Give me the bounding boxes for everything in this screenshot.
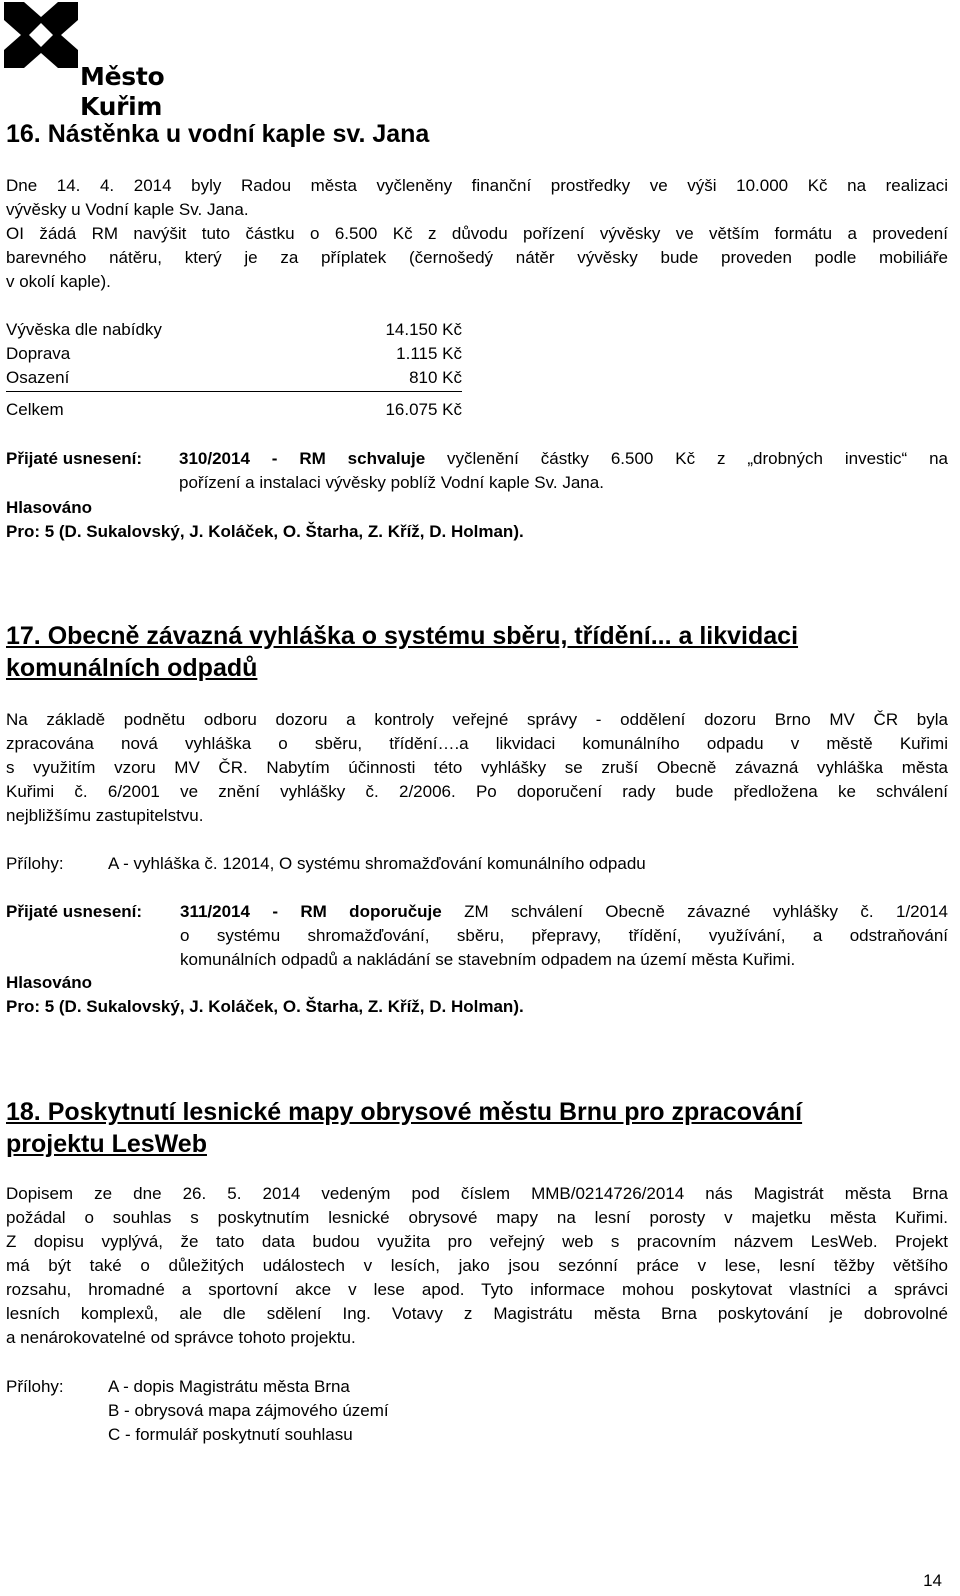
cost-value: 14.150 Kč [385, 320, 462, 339]
attachment-item: B - obrysová mapa zájmového území [108, 1401, 389, 1420]
resolution-key: Přijaté usnesení: [6, 449, 143, 468]
section-16-paragraph [6, 174, 948, 294]
section-18-title: 18. Poskytnutí lesnické mapy obrysové městu Brnu pro zpracování [6, 1098, 803, 1126]
paragraph-line: Na základě podnětu odboru dozoru a kontroly veřejné správy - oddělení dozoru Brno MV ČR byla [6, 710, 948, 729]
paragraph-line: Dne 14. 4. 2014 byly Radou města vyčleněny finanční prostředky ve výši 10.000 Kč na realizaci [6, 176, 948, 195]
votes-result: Pro: 5 (D. Sukalovský, J. Koláček, O. Štarha, Z. Kříž, D. Holman). [6, 997, 524, 1016]
attachment-item: C - formulář poskytnutí souhlasu [108, 1425, 353, 1444]
paragraph-line: lesních komplexů, ale dle sdělení Ing. Votavy z Magistrátu města Brna poskytování je dobrovolné [6, 1304, 948, 1323]
cost-table [6, 318, 462, 418]
section-17-title: 17. Obecně závazná vyhláška o systému sběru, třídění... a likvidaci [6, 622, 799, 650]
paragraph-line: rozsahu, hromadné a sportovní akce v lese apod. Tyto informace mohou poskytovat vlastníci a správci [6, 1280, 948, 1299]
voted-label: Hlasováno [6, 498, 92, 517]
paragraph-line: s využitím vzoru MV ČR. Nabytím účinnosti této vyhlášky se zruší Obecně závazná vyhláška města [6, 758, 948, 777]
city-logo-text: Město Kuřim [80, 62, 165, 121]
paragraph-line: barevného nátěru, který je za příplatek (černošedý nátěr vývěsky bude proveden podle mobiliáře [6, 248, 948, 267]
paragraph-line: Z dopisu vyplývá, že tato data budou využita pro veřejný web s pracovním názvem LesWeb. Projekt [6, 1232, 948, 1251]
city-logo [4, 2, 254, 121]
cost-label: Osazení [6, 368, 70, 387]
section-16-title: 16. Nástěnka u vodní kaple sv. Jana [6, 120, 430, 148]
resolution-text: ZM schválení Obecně závazné vyhlášky č. 1/2014 [441, 902, 948, 921]
total-value: 16.075 Kč [385, 400, 462, 419]
paragraph-line: Kuřimi č. 6/2001 ve znění vyhlášky č. 2/2006. Po doporučení rady bude předložena ke schválení [6, 782, 948, 801]
paragraph-line: v okolí kaple). [6, 272, 111, 291]
resolution-line [179, 447, 948, 471]
paragraph-line: vývěsky u Vodní kaple Sv. Jana. [6, 200, 249, 219]
resolution-key: Přijaté usnesení: [6, 902, 143, 921]
cost-value: 1.115 Kč [396, 344, 462, 363]
attachments-key: Přílohy: [6, 1377, 64, 1396]
paragraph-line: požádal o souhlas s poskytnutím lesnické obrysové mapy na lesní porosty v majetku města Kuřimi. [6, 1208, 948, 1227]
paragraph-line: Dopisem ze dne 26. 5. 2014 vedeným pod číslem MMB/0214726/2014 nás Magistrát města Brna [6, 1184, 948, 1203]
cost-label: Vývěska dle nabídky [6, 320, 162, 339]
section-17-paragraph [6, 708, 948, 828]
attachments-key: Přílohy: [6, 854, 64, 873]
resolution-line: komunálních odpadů a nakládání se stavebním odpadem na území města Kuřimi. [180, 950, 796, 969]
voted-label: Hlasováno [6, 973, 92, 992]
section-17-title-cont: komunálních odpadů [6, 654, 258, 682]
paragraph-line: zpracována nová vyhláška o sběru, třídění….a likvidaci komunálního odpadu v městě Kuřimi [6, 734, 948, 753]
section-18-title-cont: projektu LesWeb [6, 1130, 207, 1158]
total-label: Celkem [6, 400, 64, 419]
section-18-paragraph [6, 1182, 948, 1350]
paragraph-line: nejbližšímu zastupitelstvu. [6, 806, 204, 825]
total-divider [6, 391, 462, 392]
resolution-text: vyčlenění částky 6.500 Kč z „drobných investic“ na [425, 449, 948, 468]
votes-result: Pro: 5 (D. Sukalovský, J. Koláček, O. Štarha, Z. Kříž, D. Holman). [6, 522, 524, 541]
paragraph-line: má být také o důležitých událostech v lesích, jako jsou sezónní práce v lese, lesní těžby většího [6, 1256, 948, 1275]
attachment-item: A - dopis Magistrátu města Brna [108, 1377, 350, 1396]
page-number: 14 [923, 1571, 942, 1590]
paragraph-line: a nenárokovatelné od správce tohoto projektu. [6, 1328, 356, 1347]
cost-label: Doprava [6, 344, 71, 363]
attachments-17 [6, 852, 906, 876]
resolution-line: o systému shromažďování, sběru, přepravy, třídění, využívání, a odstraňování [180, 926, 948, 945]
attachments-18 [6, 1375, 906, 1447]
cost-value: 810 Kč [409, 368, 462, 387]
resolution-310 [6, 447, 948, 495]
resolution-311 [6, 900, 948, 972]
resolution-number: 311/2014 - RM doporučuje [180, 902, 442, 921]
resolution-line [180, 900, 948, 924]
resolution-number: 310/2014 - RM schvaluje [179, 449, 426, 468]
city-logo-mark-icon [4, 2, 78, 68]
paragraph-line: OI žádá RM navýšit tuto částku o 6.500 Kč z důvodu pořízení vývěsky ve větším formátu a provedení [6, 224, 948, 243]
resolution-line: pořízení a instalaci vývěsky poblíž Vodní kaple Sv. Jana. [179, 473, 604, 492]
attachment-item: A - vyhláška č. 12014, O systému shromažďování komunálního odpadu [108, 854, 646, 873]
